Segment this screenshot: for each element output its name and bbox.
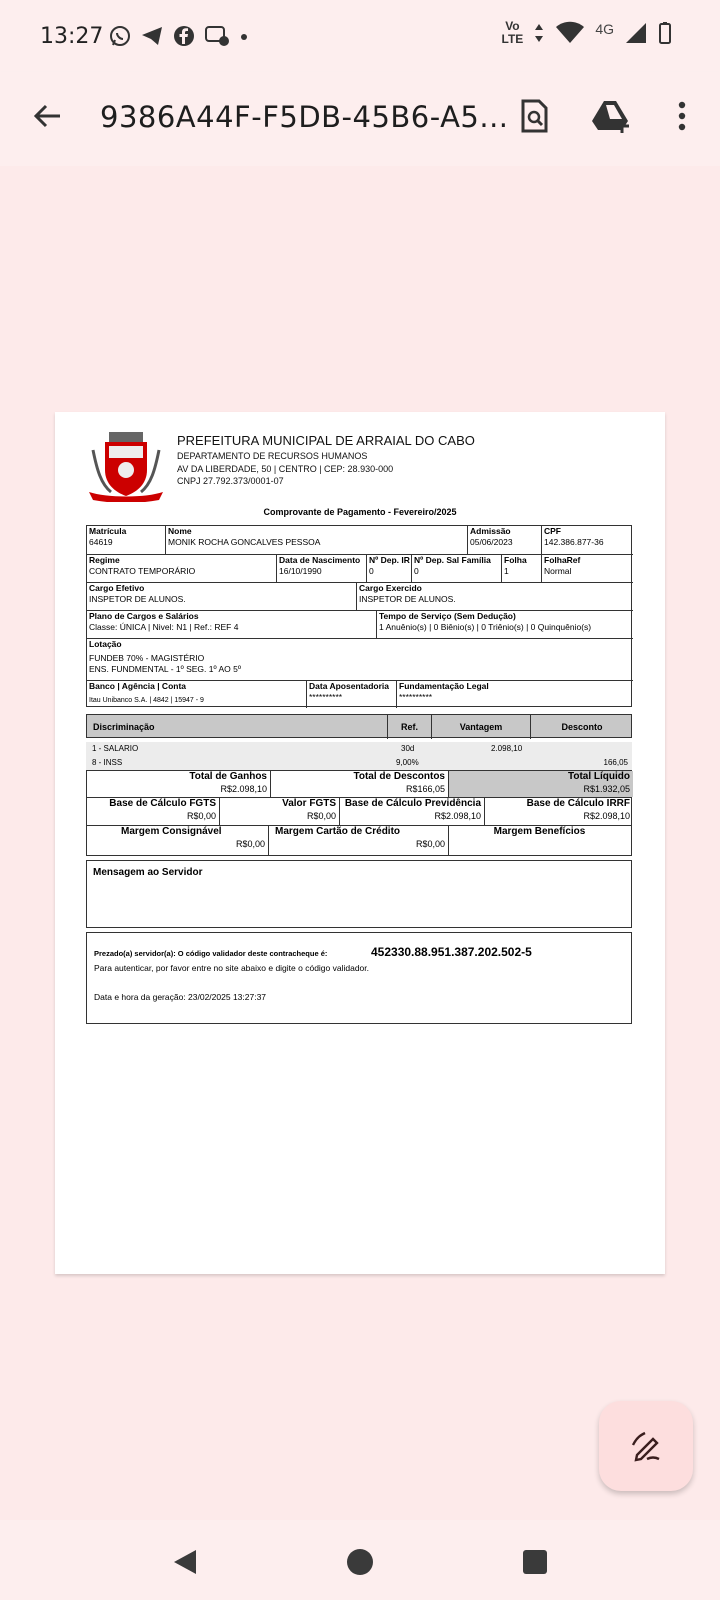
network-gen: 4G xyxy=(595,21,614,37)
telegram-icon xyxy=(140,24,164,48)
nav-home-icon[interactable] xyxy=(346,1548,374,1576)
volte-indicator: Vo LTE xyxy=(501,19,524,46)
header-text xyxy=(177,434,475,488)
nascimento-value: 16/10/1990 xyxy=(279,566,322,576)
more-options-button[interactable] xyxy=(662,96,702,136)
total-ganhos-value: R$2.098,10 xyxy=(220,784,267,794)
totals-row: Total de Ganhos R$2.098,10 Total de Descontos R$166,05 Total Líquido R$1.932,05 xyxy=(86,770,632,798)
employee-info-grid: Matrícula 64619 Nome MONIK ROCHA GONCALVES PESSOA Admissão 05/06/2023 CPF 142.386.877-36 Regime CONTRATO TEMPORÁRIO Data de Nascimento 16/10/1990 Nº Dep. IR 0 Nº Dep. Sal Família 0 Folha 1 FolhaRef Normal Cargo Efetivo INSPETOR DE ALUNOS. Cargo Exercido INSPETOR DE ALUNOS. Plano de Cargos e Salários Classe: ÚNICA | Nivel: N1 | Ref.: REF 4 Tempo de Serviço (Sem Dedução) 1 Anuênio(s) | 0 Biênio(s) | 0 Triênio(s) | 0 Quinquênio(s) Lotação FUNDEB 70% - MAGISTÉRIO ENS. FUNDMENTAL - 1º SEG. 1º AO 5º Banco | Agência | Conta Itau Unibanco S.A. | 4842 | 15947 - 9 Data Aposentadoria ********** Fundamentação Legal ********** xyxy=(86,525,632,707)
app-bar xyxy=(0,72,720,166)
cnpj: CNPJ 27.792.373/0001-07 xyxy=(177,476,284,486)
document-search-icon xyxy=(519,99,549,133)
whatsapp-icon xyxy=(108,24,132,48)
matricula-value: 64619 xyxy=(89,537,113,547)
facebook-icon xyxy=(172,24,196,48)
validation-box xyxy=(86,932,632,1024)
admissao-value: 05/06/2023 xyxy=(470,537,513,547)
clock: 13:27 xyxy=(40,24,104,49)
pen-annotate-icon xyxy=(629,1429,663,1463)
wifi-icon xyxy=(555,21,585,45)
earnings-table-header: Discriminação Ref. Vantagem Desconto xyxy=(86,714,632,738)
total-descontos-value: R$166,05 xyxy=(405,784,445,794)
table-row: 8 - INSS 9,00% 166,05 xyxy=(86,756,632,770)
nav-back-icon[interactable] xyxy=(172,1548,198,1576)
signal-icon xyxy=(624,21,648,45)
back-arrow-icon[interactable] xyxy=(30,98,66,134)
annotate-fab[interactable] xyxy=(599,1401,693,1491)
drive-add-icon xyxy=(592,99,632,133)
document-viewer[interactable] xyxy=(0,166,720,1520)
total-liquido-value: R$1.932,05 xyxy=(583,784,630,794)
validation-prefix: Prezado(a) servidor(a): O código validador deste contracheque é: xyxy=(94,949,328,958)
more-notifications-dot xyxy=(238,24,250,48)
address: AV DA LIBERDADE, 50 | CENTRO | CEP: 28.930-000 xyxy=(177,463,394,474)
document-heading: Comprovante de Pagamento - Fevereiro/2025 xyxy=(263,507,457,517)
navigation-bar xyxy=(0,1520,720,1600)
battery-icon xyxy=(658,21,672,45)
org-name: PREFEITURA MUNICIPAL DE ARRAIAL DO CABO xyxy=(177,433,475,448)
margins-row: Margem Consignável R$0,00 Margem Cartão de Crédito R$0,00 Margem Benefícios xyxy=(86,826,632,856)
search-in-document-button[interactable] xyxy=(514,96,554,136)
cpf-value: 142.386.877-36 xyxy=(544,537,604,547)
message-box xyxy=(86,860,632,928)
validation-instructions: Para autenticar, por favor entre no site abaixo e digite o código validador. xyxy=(94,963,370,973)
nav-recents-icon[interactable] xyxy=(522,1549,548,1575)
municipal-coat-of-arms-icon xyxy=(87,430,165,502)
message-label: Mensagem ao Servidor xyxy=(93,867,203,878)
status-bar xyxy=(0,0,720,72)
table-row: 1 - SALARIO 30d 2.098,10 xyxy=(86,742,632,756)
document-page xyxy=(55,412,665,1274)
validation-code: 452330.88.951.387.202.502-5 xyxy=(371,945,532,959)
nome-value: MONIK ROCHA GONCALVES PESSOA xyxy=(168,537,321,547)
save-to-drive-button[interactable] xyxy=(592,96,632,136)
messenger-icon xyxy=(204,24,230,48)
data-arrows-icon xyxy=(533,22,545,44)
document-title: 9386A44F-F5DB-45B6-A5... xyxy=(100,100,509,134)
more-vert-icon xyxy=(677,100,687,132)
generation-timestamp: Data e hora da geração: 23/02/2025 13:27:37 xyxy=(94,992,267,1002)
regime-value: CONTRATO TEMPORÁRIO xyxy=(89,566,196,576)
bases-row: Base de Cálculo FGTS R$0,00 Valor FGTS R$0,00 Base de Cálculo Previdência R$2.098,10 Base de Cálculo IRRF R$2.098,10 xyxy=(86,798,632,826)
department: DEPARTAMENTO DE RECURSOS HUMANOS xyxy=(177,451,368,461)
